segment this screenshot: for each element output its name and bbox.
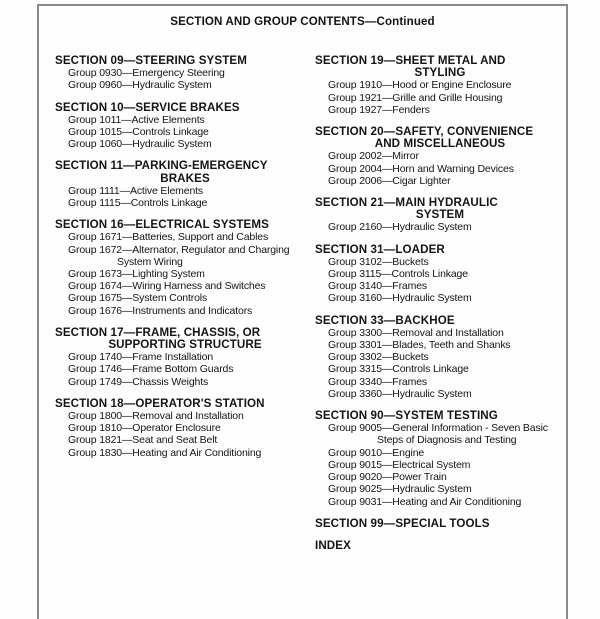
section-heading: SECTION 18—OPERATOR'S STATION xyxy=(55,396,265,410)
section-heading: SECTION 11—PARKING-EMERGENCY xyxy=(55,159,268,173)
section-entry xyxy=(315,410,565,508)
group-entry: Group 9010—Engine xyxy=(328,446,425,459)
page-border-frame xyxy=(37,4,568,619)
group-entry: Group 1675—System Controls xyxy=(68,292,208,305)
group-entry: Group 1060—Hydraulic System xyxy=(68,138,212,151)
group-entry: Group 1673—Lighting System xyxy=(68,268,205,281)
section-entry xyxy=(315,315,565,400)
section-entry xyxy=(55,160,315,209)
section-entry xyxy=(55,219,315,317)
group-entry: Group 1921—Grille and Grille Housing xyxy=(328,91,503,104)
group-entry: Group 1830—Heating and Air Conditioning xyxy=(68,446,262,459)
group-entry: Group 1746—Frame Bottom Guards xyxy=(68,363,234,376)
group-entry: Group 2004—Horn and Warning Devices xyxy=(328,162,514,175)
group-entry: Group 2160—Hydraulic System xyxy=(328,221,472,234)
group-entry: Group 1749—Chassis Weights xyxy=(68,375,209,388)
group-entry: Group 1015—Controls Linkage xyxy=(68,126,209,139)
section-entry xyxy=(55,102,315,151)
group-entry: Group 1676—Instruments and Indicators xyxy=(68,304,253,317)
section-heading-continuation: AND MISCELLANEOUS xyxy=(374,137,506,151)
group-entry: Group 3160—Hydraulic System xyxy=(328,292,472,305)
section-heading: SECTION 10—SERVICE BRAKES xyxy=(55,100,240,114)
section-heading: SECTION 16—ELECTRICAL SYSTEMS xyxy=(55,218,269,232)
group-entry: Group 9025—Hydraulic System xyxy=(328,483,472,496)
group-entry: Group 1821—Seat and Seat Belt xyxy=(68,434,218,447)
section-entry xyxy=(315,540,565,552)
group-entry: Group 1672—Alternator, Regulator and Charging xyxy=(68,243,290,256)
section-heading: SECTION 21—MAIN HYDRAULIC xyxy=(315,196,498,210)
section-heading-continuation: SYSTEM xyxy=(415,208,465,222)
group-entry: Group 3301—Blades, Teeth and Shanks xyxy=(328,339,511,352)
page-title: SECTION AND GROUP CONTENTS—Continued xyxy=(170,15,435,28)
group-entry: Group 9015—Electrical System xyxy=(328,458,471,471)
section-heading-continuation: BRAKES xyxy=(160,171,210,185)
group-entry: Group 1800—Removal and Installation xyxy=(68,410,244,423)
group-entry: Group 1740—Frame Installation xyxy=(68,351,214,364)
group-entry: Group 1011—Active Elements xyxy=(68,113,205,126)
group-entry: Group 1910—Hood or Engine Enclosure xyxy=(328,79,512,92)
group-entry: Group 9031—Heating and Air Conditioning xyxy=(328,495,522,508)
group-entry: Group 2002—Mirror xyxy=(328,150,419,163)
group-entry: Group 1111—Active Elements xyxy=(68,184,203,197)
contents-columns xyxy=(39,28,566,562)
group-entry: Group 0930—Emergency Steering xyxy=(68,67,225,80)
group-entry: Group 2006—Cigar Lighter xyxy=(328,174,451,187)
section-entry xyxy=(315,518,565,530)
group-entry: Group 1810—Operator Enclosure xyxy=(68,422,221,435)
group-entry: Group 1115—Controls Linkage xyxy=(68,197,208,210)
group-entry-continuation: Steps of Diagnosis and Testing xyxy=(377,434,517,447)
group-entry: Group 3315—Controls Linkage xyxy=(328,363,469,376)
section-entry xyxy=(315,197,565,234)
section-heading: SECTION 17—FRAME, CHASSIS, OR xyxy=(55,325,261,339)
section-entry xyxy=(315,126,565,187)
group-entry: Group 9005—General Information - Seven Basic xyxy=(328,422,548,435)
group-entry: Group 3340—Frames xyxy=(328,375,427,388)
section-heading: SECTION 20—SAFETY, CONVENIENCE xyxy=(315,125,534,139)
section-heading: SECTION 33—BACKHOE xyxy=(315,313,455,327)
group-entry: Group 3102—Buckets xyxy=(328,255,429,268)
section-entry xyxy=(55,327,315,388)
section-entry xyxy=(55,398,315,459)
group-entry: Group 0960—Hydraulic System xyxy=(68,79,212,92)
group-entry: Group 1671—Batteries, Support and Cables xyxy=(68,231,269,244)
section-heading-continuation: STYLING xyxy=(414,66,466,80)
group-entry: Group 3140—Frames xyxy=(328,280,427,293)
group-entry: Group 3300—Removal and Installation xyxy=(328,326,504,339)
section-entry xyxy=(315,55,565,116)
section-heading: SECTION 99—SPECIAL TOOLS xyxy=(315,516,490,530)
section-heading: SECTION 19—SHEET METAL AND xyxy=(315,54,506,67)
section-entry xyxy=(315,244,565,305)
section-entry xyxy=(55,55,315,92)
contents-column-right xyxy=(315,55,565,562)
group-entry: Group 1674—Wiring Harness and Switches xyxy=(68,280,266,293)
section-heading: SECTION 09—STEERING SYSTEM xyxy=(55,54,248,67)
group-entry: Group 3115—Controls Linkage xyxy=(328,268,468,281)
group-entry: Group 3302—Buckets xyxy=(328,351,429,364)
group-entry: Group 3360—Hydraulic System xyxy=(328,387,472,400)
group-entry-continuation: System Wiring xyxy=(117,255,183,268)
contents-column-left xyxy=(55,55,315,562)
group-entry: Group 1927—Fenders xyxy=(328,103,430,116)
group-entry: Group 9020—Power Train xyxy=(328,471,447,484)
section-heading: SECTION 90—SYSTEM TESTING xyxy=(315,409,498,423)
section-heading-continuation: SUPPORTING STRUCTURE xyxy=(108,338,262,352)
section-heading: INDEX xyxy=(315,538,351,552)
section-heading: SECTION 31—LOADER xyxy=(315,242,445,256)
